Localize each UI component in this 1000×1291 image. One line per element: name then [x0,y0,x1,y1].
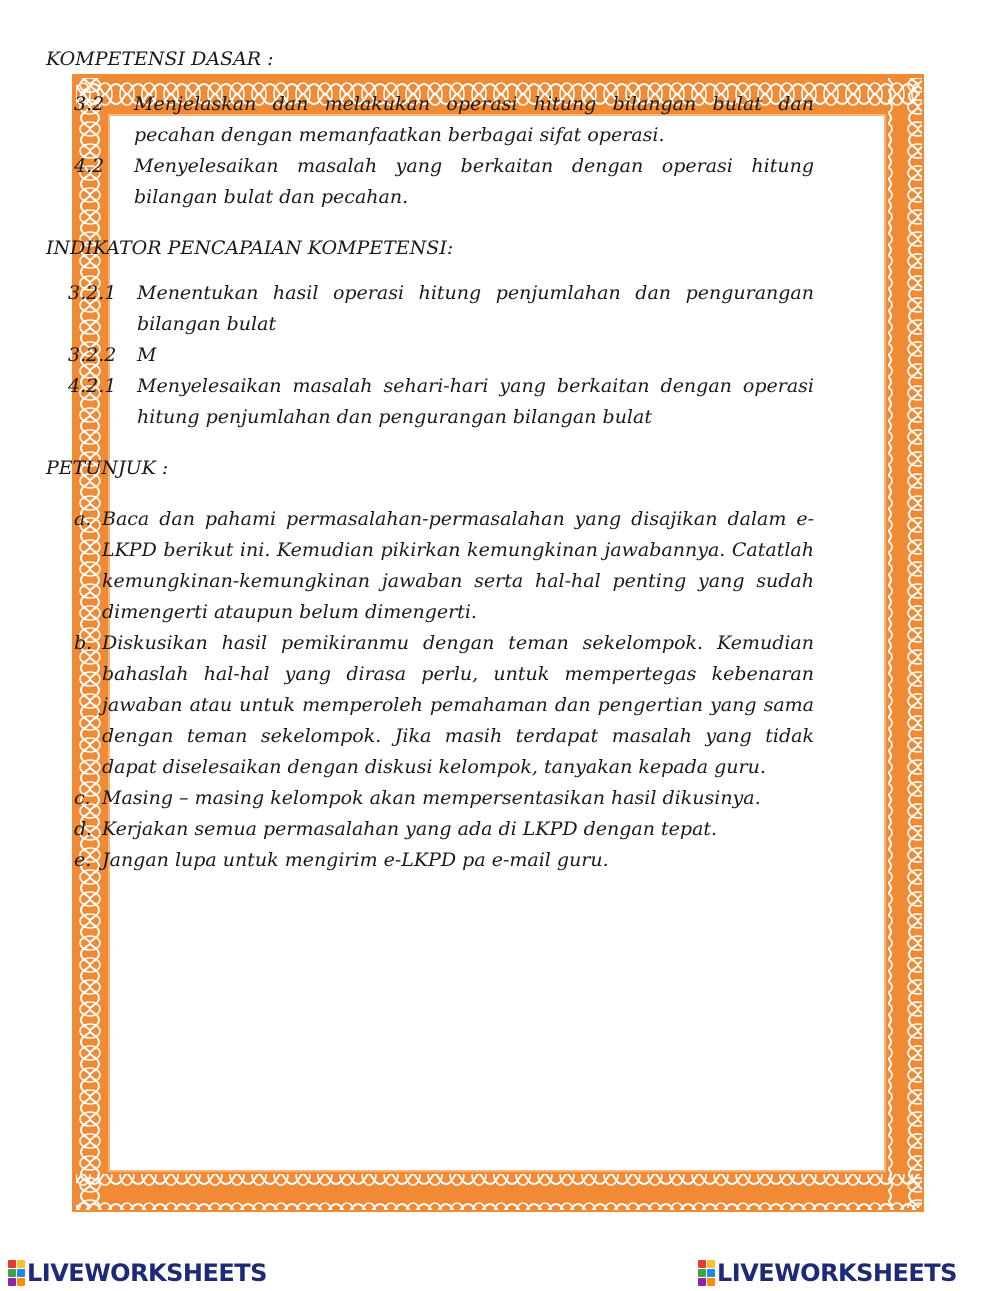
item-number: 3.2 [74,93,105,115]
brand-text: LIVEWORKSHEETS [27,1259,267,1287]
liveworksheets-logo-right[interactable] [698,1258,957,1288]
list-item [46,151,814,213]
kompetensi-dasar-list [46,89,814,213]
item-text: Menentukan hasil operasi hitung penjumlahan dan pengurangan bilangan bulat [137,282,814,335]
list-item [46,783,814,814]
item-letter: e. [74,849,92,871]
item-text: Jangan lupa untuk mengirim e-LKPD pa e-mail guru. [102,849,609,871]
list-item [46,814,814,845]
kompetensi-dasar-heading: KOMPETENSI DASAR : [46,48,274,70]
list-item [46,845,814,876]
brand-text: LIVEWORKSHEETS [717,1259,957,1287]
item-number: 3.2.1 [68,282,117,304]
liveworksheets-logo-icon [8,1260,25,1286]
petunjuk-list [46,504,814,876]
list-item [46,278,814,340]
list-item [46,504,814,628]
indikator-heading: INDIKATOR PENCAPAIAN KOMPETENSI: [46,237,454,259]
list-item [46,371,814,433]
list-item [46,628,814,783]
item-text: Menyelesaikan masalah yang berkaitan dengan operasi hitung bilangan bulat dan pecahan. [134,155,814,208]
item-text: Diskusikan hasil pemikiranmu dengan teman sekelompok. Kemudian bahaslah hal-hal yang dirasa perlu, untuk mempertegas kebenaran jawaban atau untuk memperoleh pemahaman dan pengertian yang sama dengan teman sekelompok. Jika masih terdapat masalah yang tidak dapat diselesaikan dengan diskusi kelompok, tanyakan kepada guru. [102,632,814,778]
item-text: Kerjakan semua permasalahan yang ada di LKPD dengan tepat. [102,818,718,840]
item-number: 3.2.2 [68,344,117,366]
item-text: Masing – masing kelompok akan mempersentasikan hasil dikusinya. [102,787,761,809]
item-number: 4.2 [74,155,105,177]
item-letter: b. [74,632,93,654]
item-letter: c. [74,787,91,809]
item-letter: d. [74,818,93,840]
list-item [46,340,814,371]
item-text: Menjelaskan dan melakukan operasi hitung bilangan bulat dan pecahan dengan memanfaatkan berbagai sifat operasi. [134,93,814,146]
item-text: Menyelesaikan masalah sehari-hari yang berkaitan dengan operasi hitung penjumlahan dan pengurangan bilangan bulat [137,375,814,428]
indikator-list [46,278,814,433]
item-letter: a. [74,508,92,530]
item-text: Baca dan pahami permasalahan-permasalahan yang disajikan dalam e-LKPD berikut ini. Kemudian pikirkan kemungkinan jawabannya. Catatlah kemungkinan-kemungkinan jawaban serta hal-hal penting yang sudah dimengerti ataupun belum dimengerti. [102,508,814,623]
list-item [46,89,814,151]
petunjuk-heading: PETUNJUK : [46,457,169,479]
item-text: M [137,344,157,366]
worksheet-content [46,44,814,876]
liveworksheets-logo-icon [698,1260,715,1286]
liveworksheets-logo-left[interactable] [8,1258,267,1288]
item-number: 4.2.1 [68,375,117,397]
